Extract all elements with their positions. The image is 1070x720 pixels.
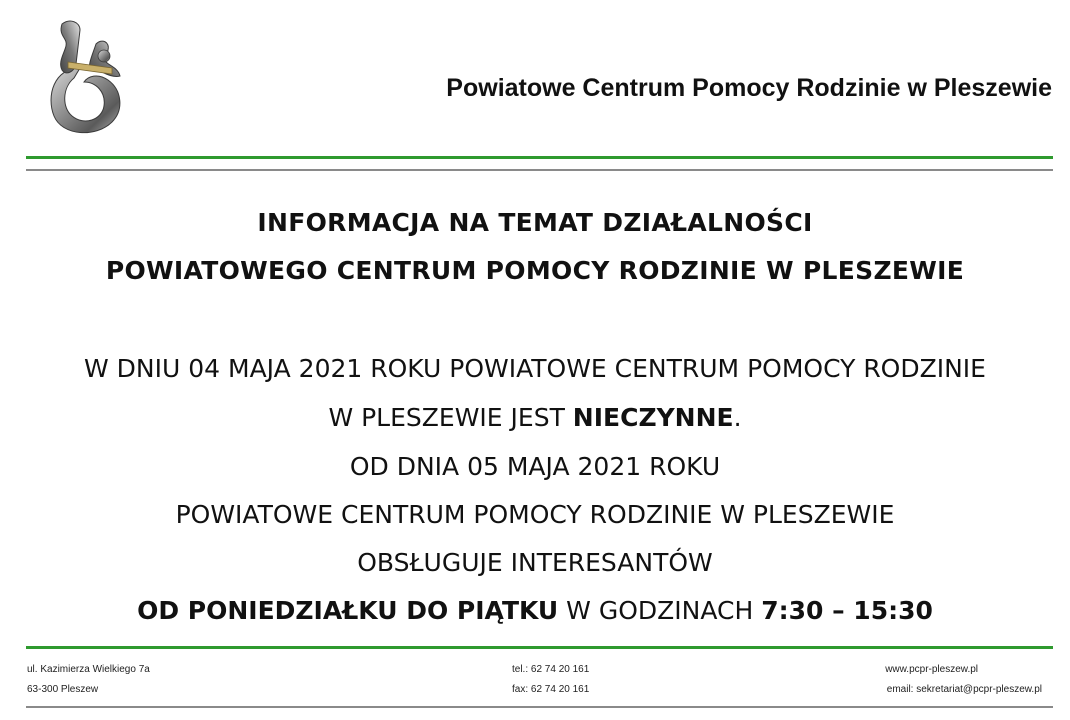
footer-fax: fax: 62 74 20 161 (512, 684, 590, 695)
notice-line-2-text: W PLESZEWIE JEST (328, 403, 573, 432)
notice-line-4: POWIATOWE CENTRUM POMOCY RODZINIE W PLESZEWIE (175, 500, 895, 529)
organization-name: Powiatowe Centrum Pomocy Rodzinie w Pleszewie (446, 74, 1052, 102)
notice-closed-word: NIECZYNNE (572, 403, 734, 432)
notice-line-6 (0, 596, 1070, 625)
footer-gray-rule (26, 706, 1053, 708)
notice-line-2 (0, 403, 1070, 432)
title-line-1: INFORMACJA NA TEMAT DZIAŁALNOŚCI (257, 208, 813, 237)
notice-days: OD PONIEDZIAŁKU DO PIĄTKU (137, 596, 559, 625)
footer-tel: tel.: 62 74 20 161 (512, 664, 590, 675)
notice-line-5: OBSŁUGUJE INTERESANTÓW (357, 548, 713, 577)
notice-line-6-text: W GODZINACH (558, 596, 762, 625)
footer-address-street: ul. Kazimierza Wielkiego 7a (27, 664, 150, 675)
footer-address-city: 63-300 Pleszew (27, 684, 99, 695)
footer-green-rule (26, 646, 1053, 649)
notice-line-1: W DNIU 04 MAJA 2021 ROKU POWIATOWE CENTRUM POMOCY RODZINIE (84, 354, 986, 383)
header-green-rule (26, 156, 1053, 159)
notice-line-3: OD DNIA 05 MAJA 2021 ROKU (349, 452, 721, 481)
notice-line-2-end: . (733, 403, 742, 432)
footer-website-link[interactable]: www.pcpr-pleszew.pl (885, 664, 978, 675)
notice-hours: 7:30 – 15:30 (761, 596, 933, 625)
header-gray-rule (26, 169, 1053, 171)
family-emblem-icon (40, 16, 130, 138)
footer-email-link[interactable]: email: sekretariat@pcpr-pleszew.pl (886, 684, 1042, 695)
title-line-2: POWIATOWEGO CENTRUM POMOCY RODZINIE W PLESZEWIE (105, 256, 965, 285)
